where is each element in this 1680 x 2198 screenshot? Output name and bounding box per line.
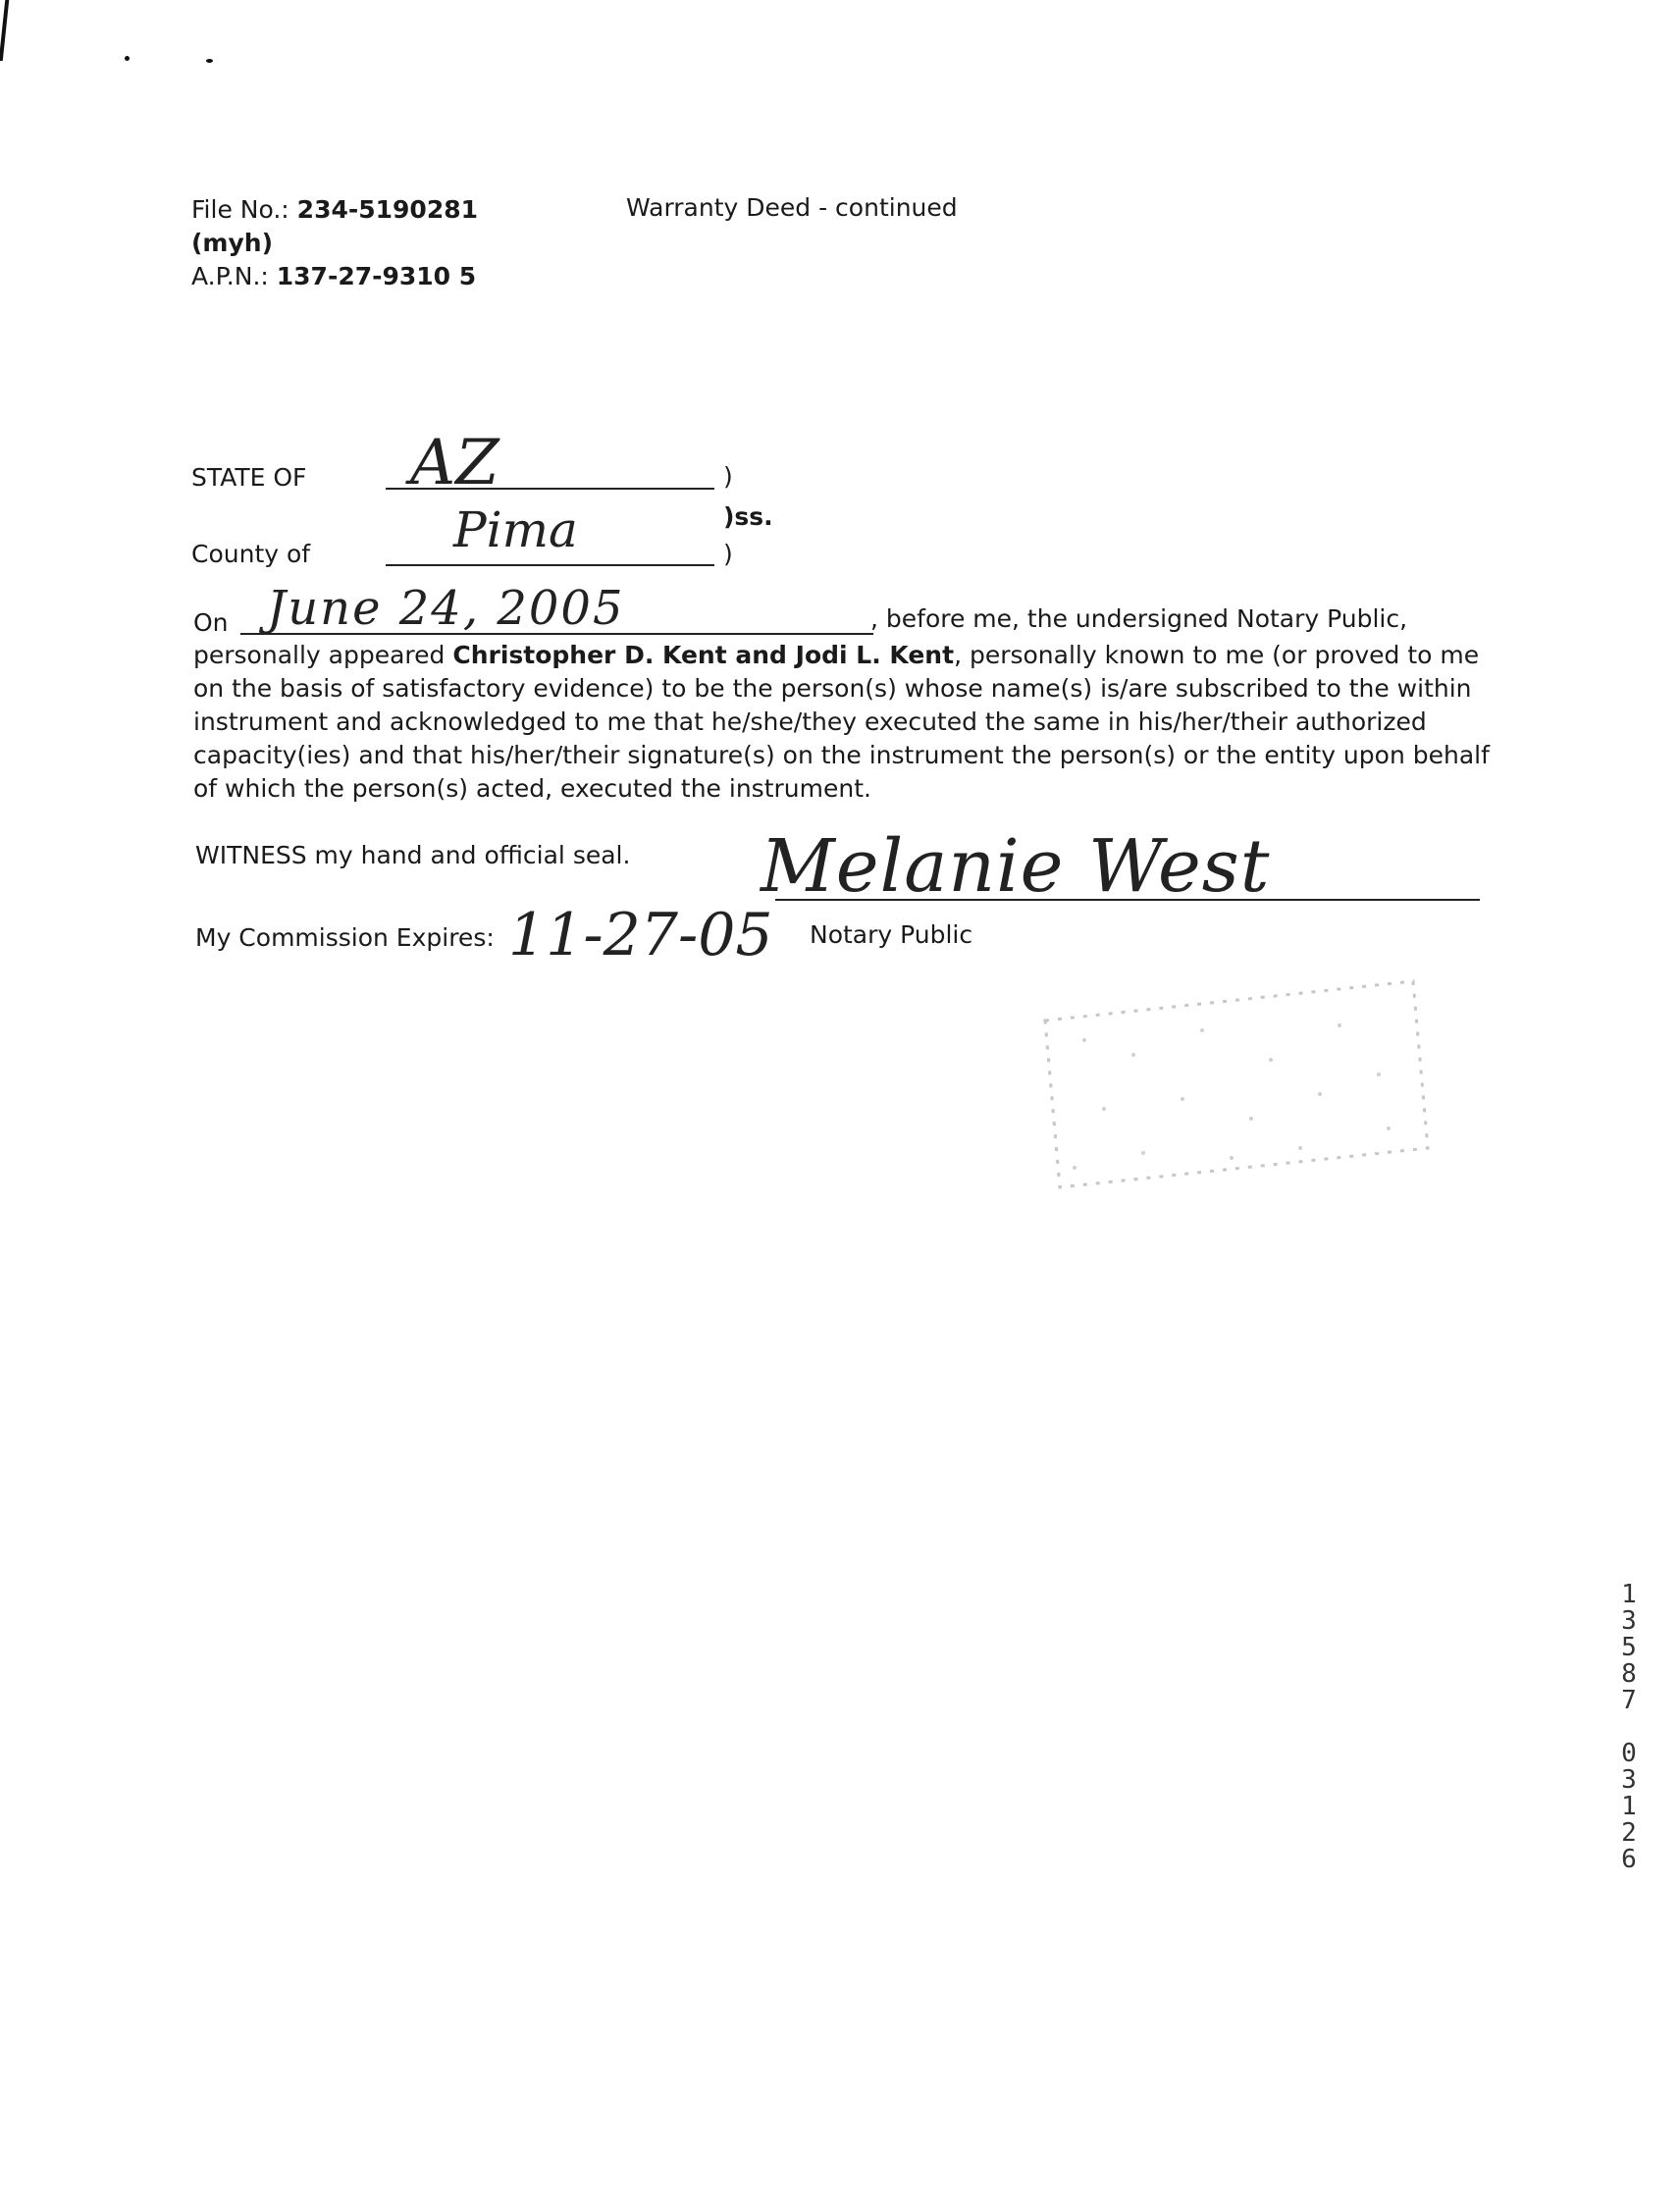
- county-underline: [386, 564, 714, 566]
- acknowledgment-line: of which the person(s) acted, executed the instrument.: [193, 774, 871, 803]
- county-handwritten-value: Pima: [453, 501, 578, 558]
- scan-speck: [125, 56, 130, 61]
- recording-digit: 1: [1621, 1580, 1637, 1609]
- recording-digit: 0: [1621, 1739, 1637, 1768]
- state-underline: [386, 488, 714, 490]
- on-label: On: [193, 608, 229, 637]
- recording-digit: 2: [1621, 1818, 1637, 1848]
- apn-label: A.P.N.:: [191, 262, 269, 290]
- file-number-label: File No.:: [191, 195, 289, 224]
- witness-text: WITNESS my hand and official seal.: [195, 841, 631, 869]
- notary-stamp-seal: [1045, 981, 1428, 1197]
- grantor-names: Christopher D. Kent and Jodi L. Kent: [452, 641, 955, 669]
- commission-handwritten-value: 11-27-05: [508, 901, 773, 969]
- recording-digit: 5: [1621, 1633, 1637, 1662]
- date-underline: [240, 633, 873, 635]
- recording-digit: 6: [1621, 1845, 1637, 1874]
- county-paren: ): [723, 540, 733, 568]
- recording-digit: 8: [1621, 1659, 1637, 1689]
- apn: [191, 262, 476, 291]
- county-label: County of: [191, 540, 311, 568]
- acknowledgment-line: [193, 639, 1498, 672]
- ss-mark: )ss.: [723, 502, 773, 531]
- acknowledgment-line: instrument and acknowledged to me that he/she/they executed the same in his/her/their authorized: [193, 707, 1427, 736]
- document-title: Warranty Deed - continued: [626, 193, 958, 222]
- scan-edge-mark: [0, 0, 9, 61]
- signature-line: [775, 899, 1480, 901]
- recording-number-vertical: [1609, 1582, 1649, 1873]
- file-initials: (myh): [191, 229, 273, 257]
- appeared-text-end: , personally known to me (or proved to me: [954, 641, 1480, 669]
- recording-digit: 7: [1621, 1686, 1637, 1715]
- scan-speck: [206, 59, 213, 63]
- notary-signature: Melanie West: [761, 824, 1271, 909]
- state-paren: ): [723, 462, 733, 491]
- acknowledgment-line: on the basis of satisfactory evidence) to be the person(s) whose name(s) is/are subscribed to the within: [193, 674, 1472, 703]
- recording-digit: 3: [1621, 1765, 1637, 1795]
- appeared-text: personally appeared: [193, 641, 453, 669]
- recording-digit: [1609, 1714, 1649, 1741]
- recording-digit: 3: [1621, 1606, 1637, 1636]
- file-number: [191, 195, 478, 225]
- recording-digit: 1: [1621, 1792, 1637, 1821]
- file-number-value: 234-5190281: [296, 195, 478, 224]
- date-trailing-text: , before me, the undersigned Notary Public,: [870, 604, 1408, 633]
- apn-value: 137-27-9310 5: [276, 262, 477, 290]
- commission-label: My Commission Expires:: [195, 923, 495, 952]
- date-handwritten-value: June 24, 2005: [267, 581, 625, 636]
- acknowledgment-body: [193, 639, 1498, 806]
- state-label: STATE OF: [191, 463, 307, 492]
- state-handwritten-value: AZ: [410, 427, 499, 499]
- acknowledgment-line: capacity(ies) and that his/her/their signature(s) on the instrument the person(s) or the entity upon behalf: [193, 741, 1490, 769]
- notary-public-title: Notary Public: [810, 920, 973, 949]
